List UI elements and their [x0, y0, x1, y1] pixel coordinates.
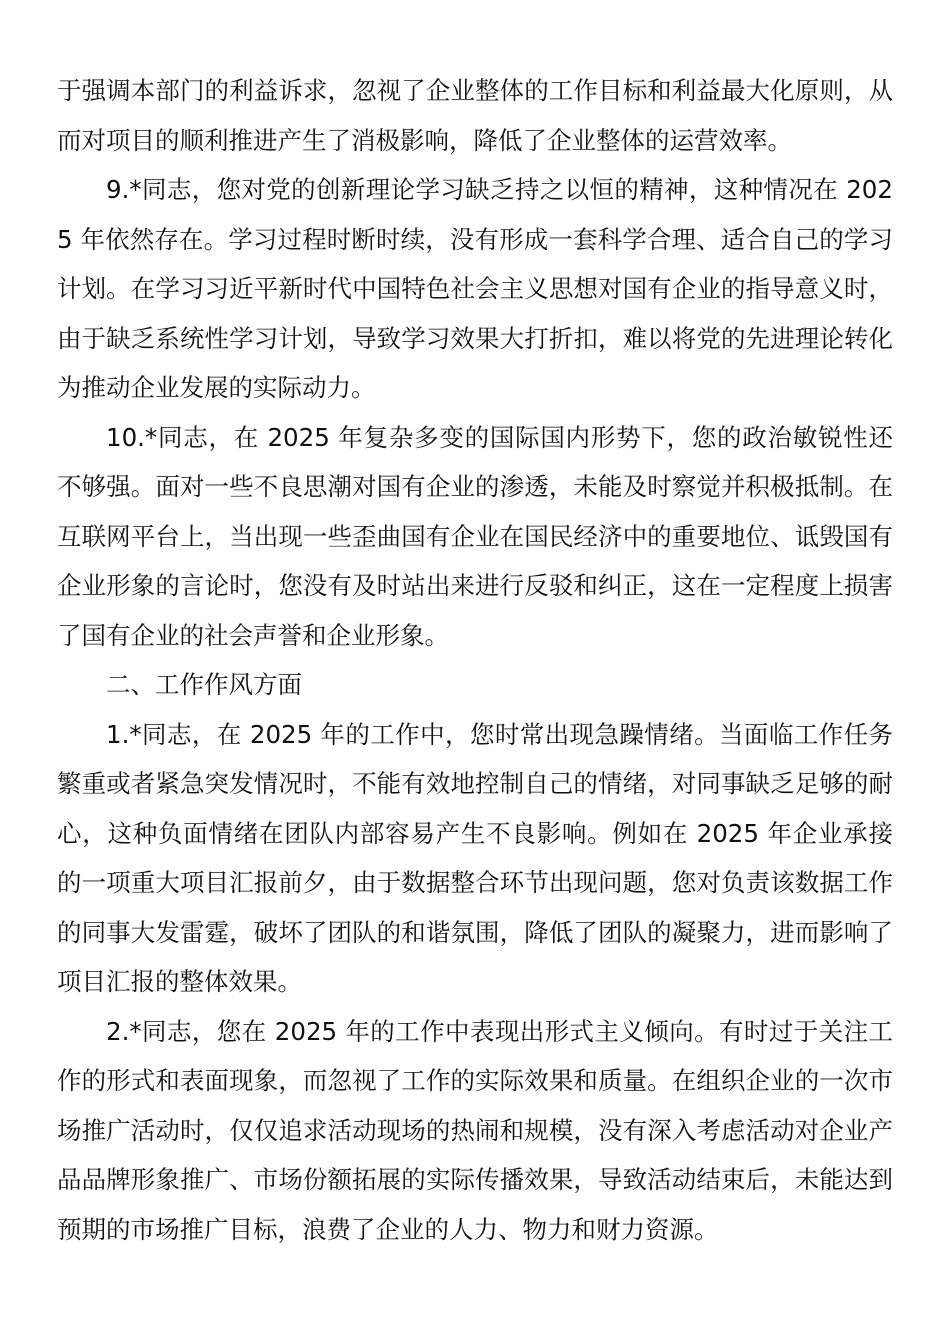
paragraph-work-style-item-1: 1.*同志，在 2025 年的工作中，您时常出现急躁情绪。当面临工作任务繁重或者紧急突发情况时，不能有效地控制自己的情绪，对同事缺乏足够的耐心，这种负面情绪在团队内部容易产生不良影响。例如在 2025 年企业承接的一项重大项目汇报前夕，由于数据整合环节出现问题，您对负责该数据工作的同事大发雷霆，破坏了团队的和谐氛围，降低了团队的凝聚力，进而影响了项目汇报的整体效果。 — [57, 719, 893, 996]
paragraph-work-style-item-2: 2.*同志，您在 2025 年的工作中表现出形式主义倾向。有时过于关注工作的形式和表面现象，而忽视了工作的实际效果和质量。在组织企业的一次市场推广活动时，仅仅追求活动现场的热闹和规模，没有深入考虑活动对企业产品品牌形象推广、市场份额拓展的实际传播效果，导致活动结束后，未能达到预期的市场推广目标，浪费了企业的人力、物力和财力资源。 — [57, 1016, 893, 1244]
document-body — [57, 66, 893, 1254]
section-heading-work-style: 二、工作作风方面 — [106, 670, 302, 699]
paragraph-continued: 于强调本部门的利益诉求，忽视了企业整体的工作目标和利益最大化原则，从而对项目的顺利推进产生了消极影响，降低了企业整体的运营效率。 — [57, 76, 893, 155]
paragraph-item-9: 9.*同志，您对党的创新理论学习缺乏持之以恒的精神，这种情况在 2025 年依然存在。学习过程时断时续，没有形成一套科学合理、适合自己的学习计划。在学习习近平新时代中国特色社会主义思想对国有企业的指导意义时，由于缺乏系统性学习计划，导致学习效果大打折扣，难以将党的先进理论转化为推动企业发展的实际动力。 — [57, 175, 893, 402]
paragraph-item-10: 10.*同志，在 2025 年复杂多变的国际国内形势下，您的政治敏锐性还不够强。面对一些不良思潮对国有企业的渗透，未能及时察觉并积极抵制。在互联网平台上，当出现一些歪曲国有企业在国民经济中的重要地位、诋毁国有企业形象的言论时，您没有及时站出来进行反驳和纠正，这在一定程度上损害了国有企业的社会声誉和企业形象。 — [57, 422, 893, 650]
